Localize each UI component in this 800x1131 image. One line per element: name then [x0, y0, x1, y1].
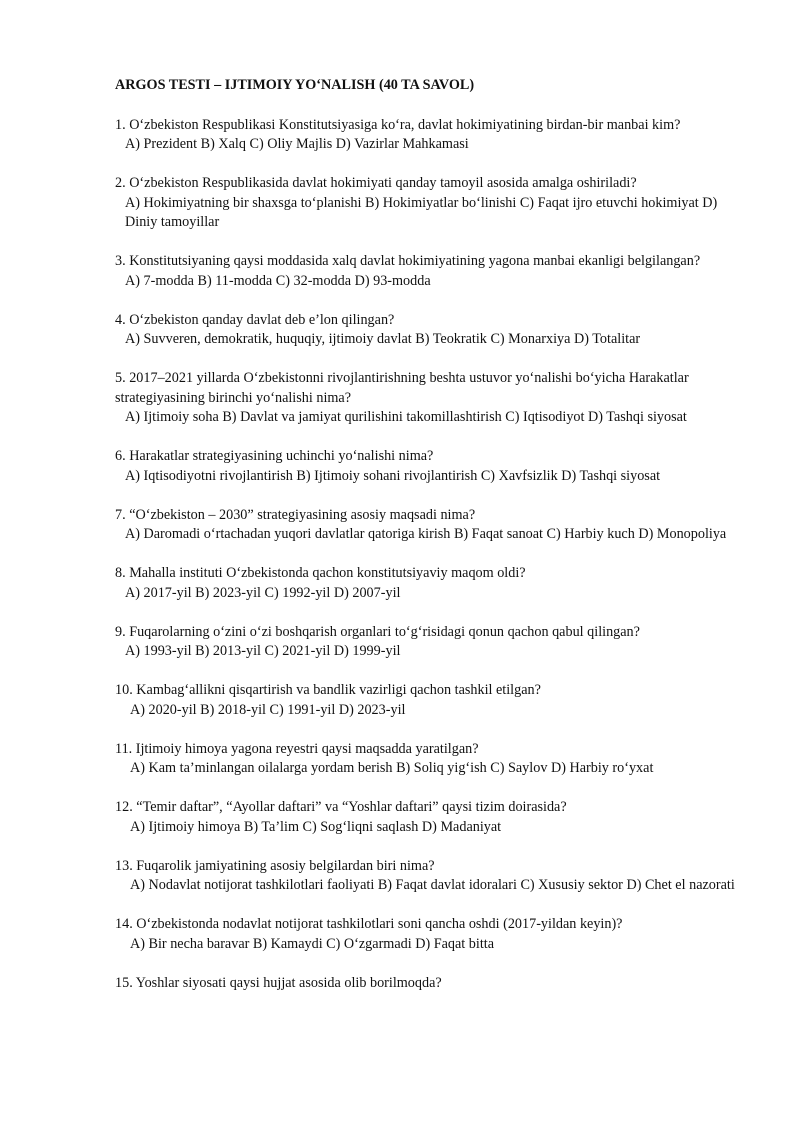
question-8 — [115, 564, 745, 603]
question-15 — [115, 974, 745, 994]
answer-options: A) Prezident B) Xalq C) Oliy Majlis D) Vazirlar Mahkamasi — [125, 136, 469, 152]
answer-options: A) Hokimiyatning bir shaxsga to‘planishi B) Hokimiyatlar bo‘linishi C) Faqat ijro etuvchi hokimiyat D) Diniy tamoyillar — [125, 194, 718, 230]
question-text: 11. Ijtimoiy himoya yagona reyestri qaysi maqsadda yaratilgan? — [115, 740, 479, 757]
question-11 — [115, 740, 745, 779]
question-text: 3. Konstitutsiyaning qaysi moddasida xalq davlat hokimiyatining yagona manbai ekanligi belgilangan? — [115, 253, 701, 269]
answer-options: A) Nodavlat notijorat tashkilotlari faoliyati B) Faqat davlat idoralari C) Xususiy sektor D) Chet el nazorati — [130, 877, 735, 893]
question-text: 8. Mahalla instituti O‘zbekistonda qachon konstitutsiyaviy maqom oldi? — [115, 565, 526, 581]
answer-options: A) Suvveren, demokratik, huquqiy, ijtimoiy davlat B) Teokratik C) Monarxiya D) Totalitar — [125, 331, 641, 347]
question-text: 9. Fuqarolarning o‘zini o‘zi boshqarish organlari to‘g‘risidagi qonun qachon qabul qilingan? — [115, 623, 640, 640]
document-page — [115, 76, 745, 1013]
question-14 — [115, 915, 745, 954]
question-text: 5. 2017–2021 yillarda O‘zbekistonni rivojlantirishning beshta ustuvor yo‘nalishi bo‘yicha Harakatlar strategiyasining birinchi yo‘nalishi nima? — [115, 370, 689, 406]
question-12 — [115, 798, 745, 837]
question-10 — [115, 681, 745, 720]
question-text: 4. O‘zbekiston qanday davlat deb e’lon qilingan? — [115, 311, 395, 328]
answer-options: A) 7-modda B) 11-modda C) 32-modda D) 93-modda — [125, 272, 431, 289]
answer-options: A) Bir necha baravar B) Kamaydi C) O‘zgarmadi D) Faqat bitta — [130, 935, 495, 952]
question-text: 6. Harakatlar strategiyasining uchinchi yo‘nalishi nima? — [115, 448, 434, 464]
answer-options: A) Ijtimoiy soha B) Davlat va jamiyat qurilishini takomillashtirish C) Iqtisodiyot D) Tashqi siyosat — [125, 409, 687, 425]
question-7 — [115, 506, 745, 545]
question-9 — [115, 623, 745, 662]
question-2 — [115, 174, 745, 233]
question-text: 2. O‘zbekiston Respublikasida davlat hokimiyati qanday tamoyil asosida amalga oshiriladi? — [115, 175, 637, 191]
answer-options: A) Kam ta’minlangan oilalarga yordam berish B) Soliq yig‘ish C) Saylov D) Harbiy ro‘yxat — [130, 760, 654, 776]
question-text: 14. O‘zbekistonda nodavlat notijorat tashkilotlari soni qancha oshdi (2017-yildan keyin)? — [115, 916, 623, 932]
question-text: 13. Fuqarolik jamiyatining asosiy belgilardan biri nima? — [115, 857, 435, 874]
answer-options: A) 2020-yil B) 2018-yil C) 1991-yil D) 2023-yil — [130, 701, 406, 718]
question-13 — [115, 857, 745, 896]
question-text: 15. Yoshlar siyosati qaysi hujjat asosida olib borilmoqda? — [115, 974, 442, 991]
question-3 — [115, 252, 745, 291]
question-6 — [115, 447, 745, 486]
answer-options: A) Ijtimoiy himoya B) Ta’lim C) Sog‘liqni saqlash D) Madaniyat — [130, 818, 502, 835]
question-1 — [115, 116, 745, 155]
question-text: 1. O‘zbekiston Respublikasi Konstitutsiyasiga ko‘ra, davlat hokimiyatining birdan-bir manbai kim? — [115, 116, 681, 133]
question-text: 7. “O‘zbekiston – 2030” strategiyasining asosiy maqsadi nima? — [115, 506, 476, 523]
answer-options: A) Iqtisodiyotni rivojlantirish B) Ijtimoiy sohani rivojlantirish C) Xavfsizlik D) Tashqi siyosat — [125, 467, 661, 484]
answer-options: A) 1993-yil B) 2013-yil C) 2021-yil D) 1999-yil — [125, 643, 401, 659]
document-title: ARGOS TESTI – IJTIMOIY YO‘NALISH (40 TA SAVOL) — [115, 77, 475, 93]
question-text: 10. Kambag‘allikni qisqartirish va bandlik vazirligi qachon tashkil etilgan? — [115, 682, 541, 698]
question-4 — [115, 311, 745, 350]
answer-options: A) 2017-yil B) 2023-yil C) 1992-yil D) 2007-yil — [125, 584, 401, 601]
question-text: 12. “Temir daftar”, “Ayollar daftari” va “Yoshlar daftari” qaysi tizim doirasida? — [115, 799, 567, 815]
question-5 — [115, 369, 745, 428]
answer-options: A) Daromadi o‘rtachadan yuqori davlatlar qatoriga kirish B) Faqat sanoat C) Harbiy kuch D) Monopoliya — [125, 526, 727, 542]
